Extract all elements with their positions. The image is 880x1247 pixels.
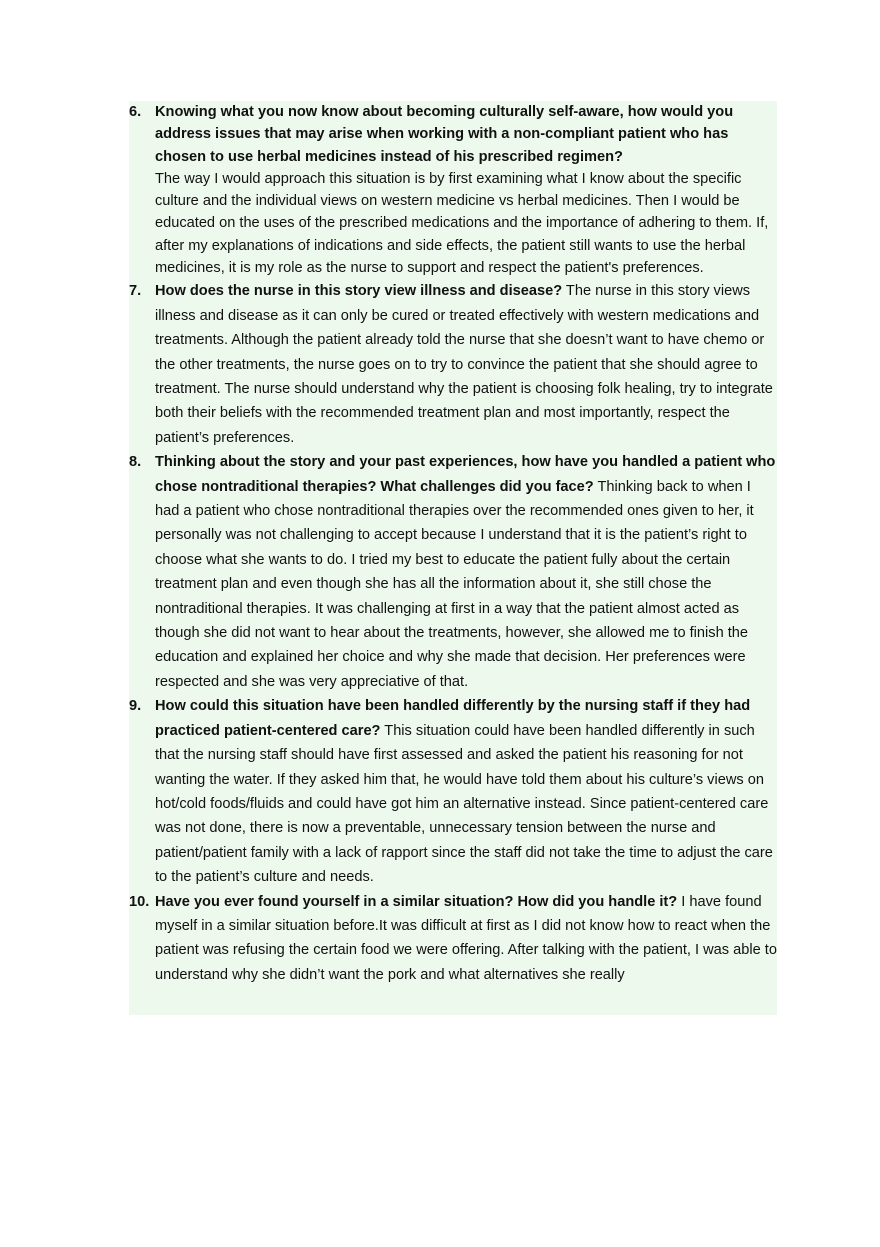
question-item-7 — [129, 279, 777, 450]
question-item-6 — [129, 101, 777, 279]
answer-text: Thinking back to when I had a patient who chose nontraditional therapies over the recommended ones given to her, it personally was not challenging to accept because I understand that it is the patient’s right to choose what she wants to do. I tried my best to educate the patient fully about the certain treatment plan and even though she has all the information about it, she still chose the nontraditional therapies. It was challenging at first in a way that the patient almost acted as though she did not want to hear about the treatments, however, she allowed me to finish the education and explained her choice and why she made that decision. Her preferences were respected and she was very appreciative of that. — [155, 478, 754, 690]
question-list — [129, 101, 777, 987]
question-text: How could this situation have been handled differently by the nursing staff if they had practiced patient-centered care? — [155, 698, 751, 739]
question-item-8 — [129, 450, 777, 694]
question-number: 8. — [129, 454, 142, 471]
question-text: How does the nurse in this story view illness and disease? — [155, 283, 563, 300]
question-text: Have you ever found yourself in a similar situation? How did you handle it? — [155, 893, 678, 910]
answer-text: The way I would approach this situation is by first examining what I know about the specific culture and the individual views on western medicine vs herbal medicines. Then I would be educated on the uses of the prescribed medications and the importance of adhering to them. If, after my explanations of indications and side effects, the patient still wants to use the herbal medicines, it is my role as the nurse to support and respect the patient's preferences. — [155, 170, 769, 277]
question-item-9 — [129, 694, 777, 889]
question-number: 10. — [129, 893, 150, 910]
answer-text: This situation could have been handled differently in such that the nursing staff should have first assessed and asked the patient his reasoning for not wanting the water. If they asked him that, he would have told them about his culture’s views on hot/cold foods/fluids and could have got him an alternative instead. Since patient-centered care was not done, there is now a preventable, unnecessary tension between the nurse and patient/patient family with a lack of rapport since the staff did not take the time to adjust the care to the patient’s culture and needs. — [155, 722, 773, 886]
question-number: 7. — [129, 283, 142, 300]
answer-text: The nurse in this story views illness and disease as it can only be cured or treated effectively with western medications and treatments. Although the patient already told the nurse that she doesn’t want to have chemo or the other treatments, the nurse goes on to try to convince the patient that she should agree to treatment. The nurse should understand why the patient is choosing folk healing, try to integrate both their beliefs with the recommended treatment plan and most importantly, respect the patient’s preferences. — [155, 283, 773, 446]
question-item-10 — [129, 890, 777, 988]
question-text: Thinking about the story and your past experiences, how have you handled a patient who chose nontraditional therapies? What challenges did you face? — [155, 454, 776, 495]
question-text: Knowing what you now know about becoming culturally self-aware, how would you address issues that may arise when working with a non-compliant patient who has chosen to use herbal medicines instead of his prescribed regimen? — [155, 104, 734, 165]
question-number: 9. — [129, 698, 142, 715]
question-number: 6. — [129, 104, 142, 120]
answer-text: I have found myself in a similar situation before.It was difficult at first as I did not know how to react when the patient was refusing the certain food we were offering. After talking with the patient, I was able to understand why she didn’t want the pork and what alternatives she really — [155, 893, 777, 983]
